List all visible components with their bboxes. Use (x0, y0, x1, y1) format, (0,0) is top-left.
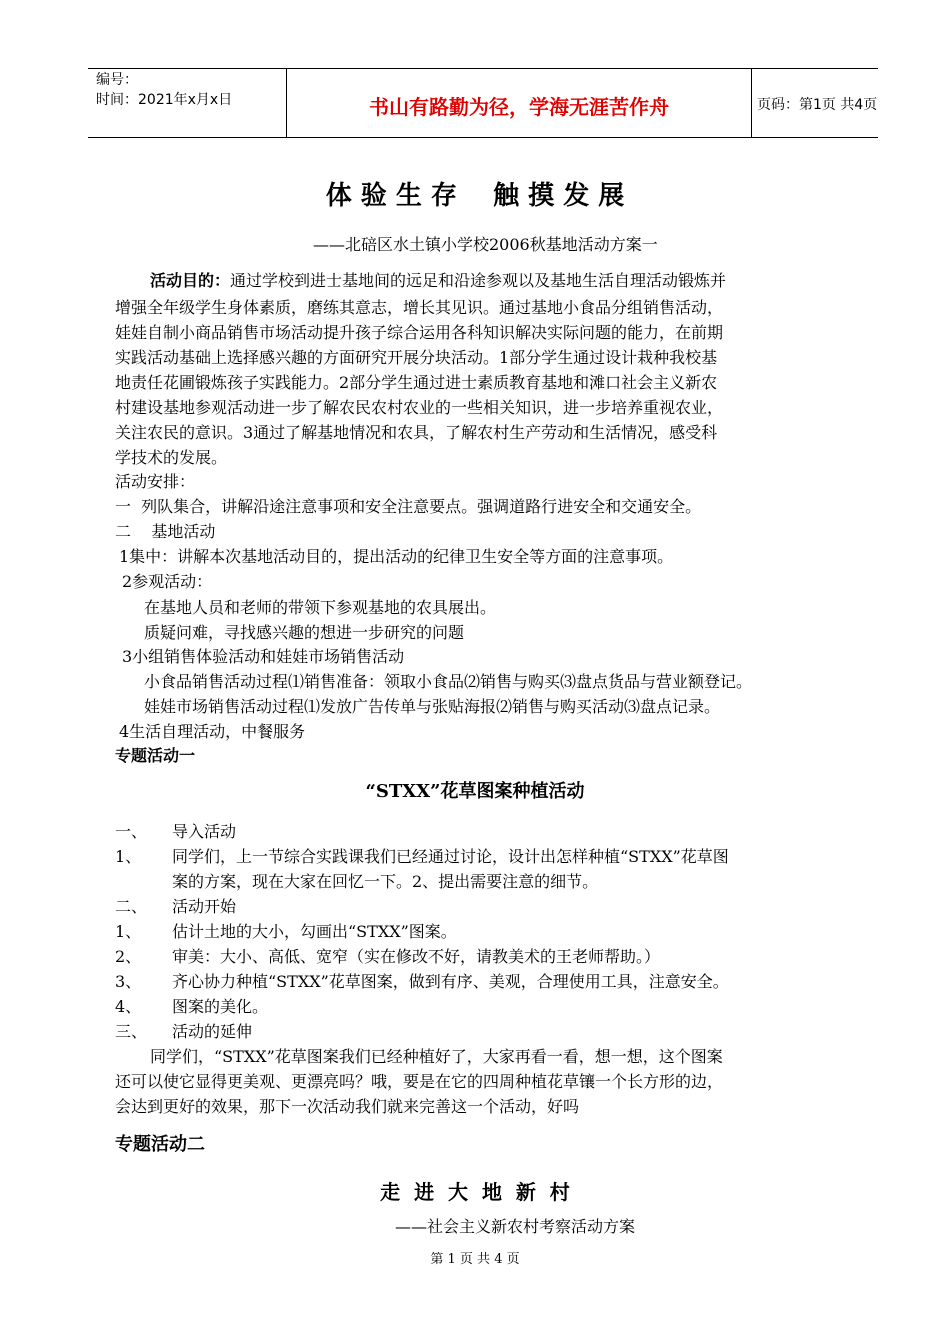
purpose-line: 实践活动基础上选择感兴趣的方面研究开展分块活动。1部分学生通过设计栽种我校基 (115, 348, 718, 367)
arrangement-subitem: 3小组销售体验活动和娃娃市场销售活动 (122, 647, 405, 666)
extension-line: 同学们，“STXX”花草图案我们已经种植好了，大家再看一看，想一想，这个图案 (150, 1047, 723, 1066)
purpose-line: 通过学校到进士基地间的远足和沿途参观以及基地生活自理活动锻炼并 (230, 271, 727, 290)
step-number: 一、 (115, 822, 148, 841)
step-text: 活动的延伸 (172, 1022, 253, 1041)
purpose-line: 娃娃自制小商品销售市场活动提升孩子综合运用各科知识解决实际问题的能力，在前期 (115, 323, 724, 342)
header-page-info: 页码：第1页 共4页 (757, 97, 878, 113)
purpose-first-line (150, 268, 726, 291)
purpose-line: 增强全年级学生身体素质，磨练其意志，增长其见识。通过基地小食品分组销售活动， (115, 298, 724, 317)
extension-line: 会达到更好的效果，那下一次活动我们就来完善这一个活动，好吗 (115, 1097, 580, 1116)
extension-line: 还可以使它显得更美观、更漂亮吗？哦，要是在它的四周种植花草镶一个长方形的边， (115, 1072, 724, 1091)
arrangement-label: 活动安排： (115, 472, 196, 491)
document-title: 体 验 生 存 触 摸 发 展 (325, 181, 625, 211)
header-motto: 书山有路勤为径，学海无涯苦作舟 (369, 95, 669, 119)
step-text: 同学们，上一节综合实践课我们已经通过讨论，设计出怎样种植“STXX”花草图 (172, 847, 729, 866)
arrangement-subitem: 1集中：讲解本次基地活动目的，提出活动的纪律卫生安全等方面的注意事项。 (119, 547, 674, 566)
step-number: 三、 (115, 1022, 148, 1041)
step-text: 估计土地的大小，勾画出“STXX”图案。 (172, 922, 457, 941)
step-text: 活动开始 (172, 897, 237, 916)
arrangement-subitem: 4生活自理活动，中餐服务 (119, 722, 306, 741)
purpose-line: 关注农民的意识。3通过了解基地情况和农具，了解农村生产劳动和生活情况，感受科 (115, 423, 718, 442)
purpose-line: 村建设基地参观活动进一步了解农民农村农业的一些相关知识，进一步培养重视农业， (115, 398, 724, 417)
page-header (88, 68, 878, 138)
topic-subtitle: ——社会主义新农村考察活动方案 (395, 1217, 636, 1236)
purpose-label: 活动目的： (150, 271, 231, 290)
step-number: 二、 (115, 897, 148, 916)
arrangement-subitem: 2参观活动： (122, 572, 213, 591)
header-motto-cell (286, 69, 752, 137)
topic-heading: 专题活动二 (115, 1134, 205, 1155)
step-number: 1、 (115, 922, 142, 941)
document-subtitle: ——北碚区水土镇小学校2006秋基地活动方案一 (313, 235, 658, 254)
topic-title: “STXX”花草图案种植活动 (365, 781, 585, 802)
arrangement-detail: 小食品销售活动过程⑴销售准备：领取小食品⑵销售与购买⑶盘点货品与营业额登记。 (144, 672, 753, 691)
step-text: 案的方案，现在大家在回忆一下。2、提出需要注意的细节。 (172, 872, 599, 891)
header-meta-cell (88, 69, 286, 137)
step-number: 1、 (115, 847, 142, 866)
step-text: 图案的美化。 (172, 997, 269, 1016)
header-page-cell (751, 69, 878, 137)
step-number: 3、 (115, 972, 142, 991)
document-number: 编号： (96, 72, 138, 88)
purpose-line: 学技术的发展。 (115, 448, 228, 467)
step-text: 齐心协力种植“STXX”花草图案，做到有序、美观，合理使用工具，注意安全。 (172, 972, 729, 991)
document-time: 时间：2021年x月x日 (96, 92, 233, 108)
purpose-line: 地责任花圃锻炼孩子实践能力。2部分学生通过进士素质教育基地和滩口社会主义新农 (115, 373, 718, 392)
step-number: 4、 (115, 997, 142, 1016)
arrangement-detail: 娃娃市场销售活动过程⑴发放广告传单与张贴海报⑵销售与购买活动⑶盘点记录。 (144, 697, 721, 716)
step-number: 2、 (115, 947, 142, 966)
topic-heading: 专题活动一 (115, 746, 196, 765)
arrangement-item: 二 基地活动 (115, 522, 216, 541)
step-text: 导入活动 (172, 822, 237, 841)
topic-title: 走 进 大 地 新 村 (380, 1180, 570, 1204)
arrangement-detail: 质疑问难，寻找感兴趣的想进一步研究的问题 (144, 623, 465, 642)
arrangement-detail: 在基地人员和老师的带领下参观基地的农具展出。 (144, 598, 497, 617)
page-footer: 第 1 页 共 4 页 (430, 1252, 520, 1267)
arrangement-item: 一 列队集合，讲解沿途注意事项和安全注意要点。强调道路行进安全和交通安全。 (115, 497, 702, 516)
step-text: 审美：大小、高低、宽窄（实在修改不好，请教美术的王老师帮助。） (172, 947, 661, 966)
